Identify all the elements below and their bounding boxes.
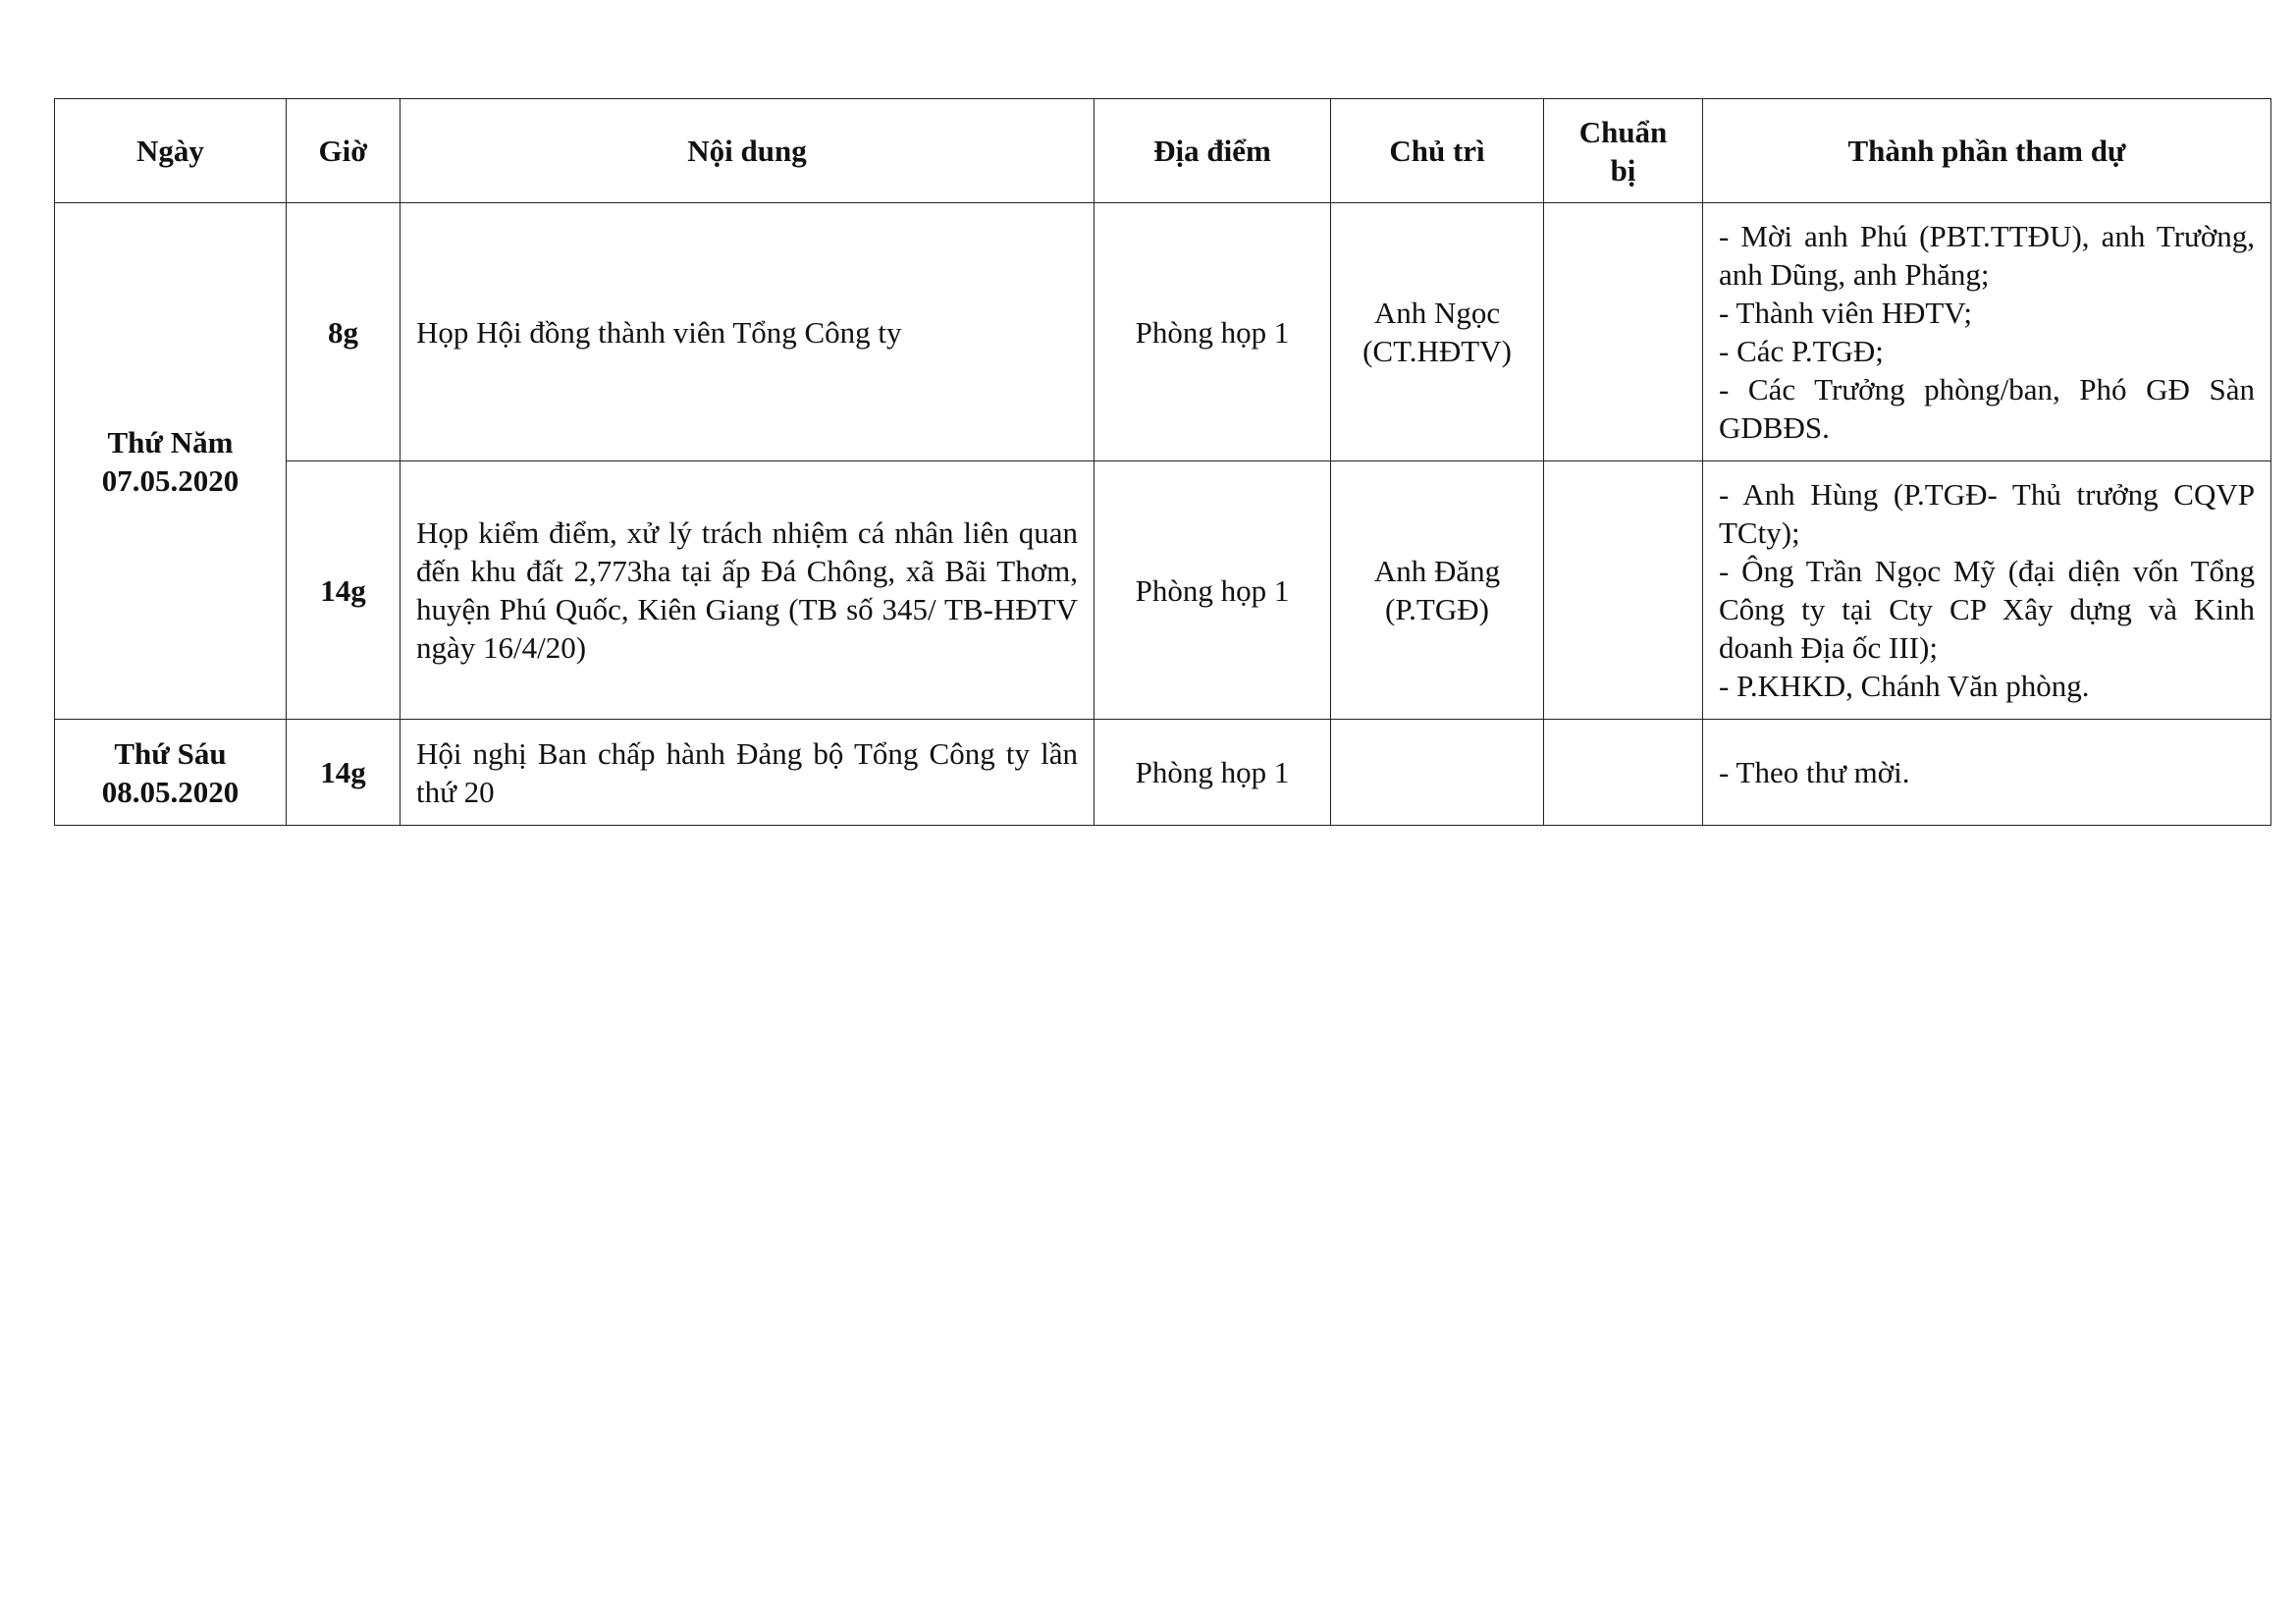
table-row xyxy=(55,720,2271,826)
chair-name: Anh Ngọc xyxy=(1373,296,1501,330)
day-date: 08.05.2020 xyxy=(101,774,240,809)
time-cell: 14g xyxy=(287,720,400,826)
header-prep-line1: Chuẩn xyxy=(1578,114,1668,149)
table-row xyxy=(55,461,2271,720)
header-time: Giờ xyxy=(287,99,400,203)
day-weekday: Thứ Sáu xyxy=(114,735,227,771)
header-attend: Thành phần tham dự xyxy=(1703,99,2271,203)
chair-title: (CT.HĐTV) xyxy=(1362,334,1512,368)
attend-cell xyxy=(1703,461,2271,720)
schedule-table xyxy=(54,98,2271,826)
chair-cell xyxy=(1331,461,1544,720)
prep-cell xyxy=(1544,203,1703,461)
place-cell: Phòng họp 1 xyxy=(1095,203,1331,461)
prep-cell xyxy=(1544,720,1703,826)
place-cell: Phòng họp 1 xyxy=(1095,461,1331,720)
header-prep xyxy=(1544,99,1703,203)
content-cell: Họp kiểm điểm, xử lý trách nhiệm cá nhân liên quan đến khu đất 2,773ha tại ấp Đá Chông, xã Bãi Thơm, huyện Phú Quốc, Kiên Giang (TB số 345/ TB-HĐTV ngày 16/4/20) xyxy=(400,461,1095,720)
header-chair: Chủ trì xyxy=(1331,99,1544,203)
attendee-item: - Theo thư mời. xyxy=(1719,755,1910,789)
attend-cell xyxy=(1703,203,2271,461)
time-cell: 8g xyxy=(287,203,400,461)
attendee-item: - P.KHKD, Chánh Văn phòng. xyxy=(1719,669,2090,703)
header-day: Ngày xyxy=(55,99,287,203)
day-cell xyxy=(55,203,287,720)
content-cell: Hội nghị Ban chấp hành Đảng bộ Tổng Công ty lần thứ 20 xyxy=(400,720,1095,826)
prep-cell xyxy=(1544,461,1703,720)
attendee-item: - Các Trưởng phòng/ban, Phó GĐ Sàn GDBĐS. xyxy=(1719,372,2255,445)
attendee-item: - Anh Hùng (P.TGĐ- Thủ trưởng CQVP TCty); xyxy=(1719,477,2255,550)
content-cell: Họp Hội đồng thành viên Tổng Công ty xyxy=(400,203,1095,461)
chair-name: Anh Đăng xyxy=(1373,554,1501,588)
time-cell: 14g xyxy=(287,461,400,720)
header-place: Địa điểm xyxy=(1095,99,1331,203)
day-weekday: Thứ Năm xyxy=(107,424,234,460)
table-row xyxy=(55,203,2271,461)
day-cell xyxy=(55,720,287,826)
header-prep-line2: bị xyxy=(1610,152,1636,188)
attendee-item: - Mời anh Phú (PBT.TTĐU), anh Trường, anh Dũng, anh Phăng; xyxy=(1719,219,2255,292)
header-content: Nội dung xyxy=(400,99,1095,203)
attendee-item: - Các P.TGĐ; xyxy=(1719,334,1884,368)
header-row xyxy=(55,99,2271,203)
attendee-item: - Thành viên HĐTV; xyxy=(1719,296,1972,330)
chair-cell xyxy=(1331,203,1544,461)
place-cell: Phòng họp 1 xyxy=(1095,720,1331,826)
chair-title: (P.TGĐ) xyxy=(1385,592,1489,626)
attendee-item: - Ông Trần Ngọc Mỹ (đại diện vốn Tổng Công ty tại Cty CP Xây dựng và Kinh doanh Địa ốc III); xyxy=(1719,554,2255,665)
chair-cell xyxy=(1331,720,1544,826)
day-date: 07.05.2020 xyxy=(101,462,240,498)
attend-cell xyxy=(1703,720,2271,826)
